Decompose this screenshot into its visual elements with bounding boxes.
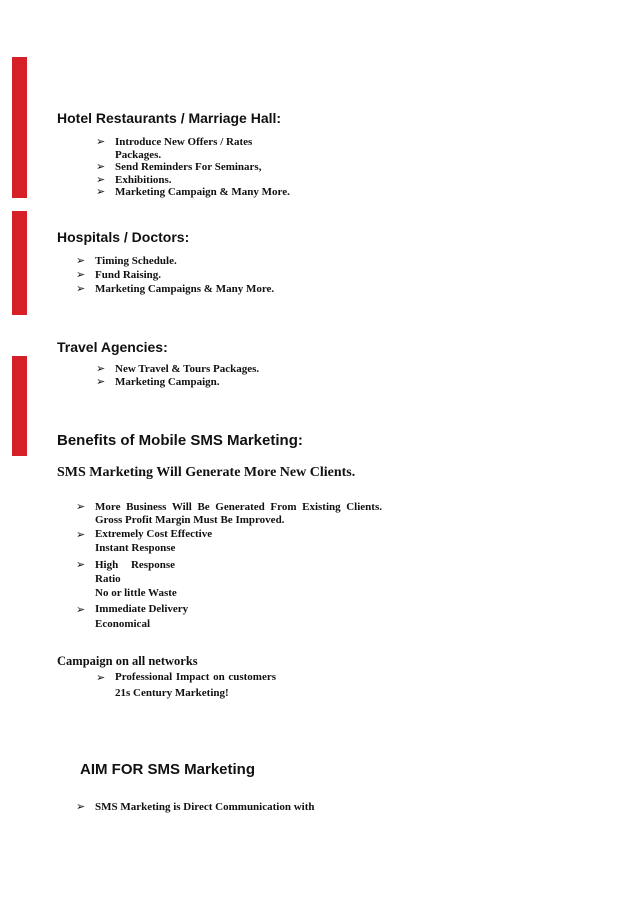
hospitals-list [76,254,376,296]
list-item: ➢ Immediate Delivery Economical [76,603,189,630]
list-item: ➢ More Business Will Be Generated From Existing Clients. Gross Profit Margin Must Be Improved. [76,500,382,526]
section-heading-travel: Travel Agencies: [57,339,168,355]
list-item: ➢ Introduce New Offers / Rates Packages. [96,135,253,161]
section-heading-hospitals: Hospitals / Doctors: [57,229,190,245]
arrowhead-bullet-icon: ➢ [76,528,86,541]
list-item: ➢ Marketing Campaign & Many More. [96,185,290,198]
benefits-list [76,501,382,632]
arrowhead-bullet-icon: ➢ [76,558,86,571]
arrowhead-bullet-icon: ➢ [76,268,86,281]
arrowhead-bullet-icon: ➢ [76,500,86,513]
benefits-subheading: SMS Marketing Will Generate More New Clients. [57,465,356,480]
list-item: ➢ Extremely Cost Effective Instant Response [76,528,213,554]
arrowhead-bullet-icon: ➢ [76,800,86,813]
list-item: ➢ Send Reminders For Seminars, [96,160,262,173]
hotel-list [96,136,296,199]
aim-list [76,801,396,814]
arrowhead-bullet-icon: ➢ [76,282,86,295]
list-item: ➢ SMS Marketing is Direct Communication with [76,800,315,813]
arrowhead-bullet-icon: ➢ [96,160,106,173]
list-item: ➢ Professional Impact on customers 21s Century Marketing! [96,671,276,699]
arrowhead-bullet-icon: ➢ [76,603,86,616]
list-item: ➢ Marketing Campaigns & Many More. [76,282,275,295]
arrowhead-bullet-icon: ➢ [76,254,86,267]
list-item: ➢ Exhibitions. [96,172,172,186]
travel-list [96,363,262,388]
red-accent-bar [12,57,27,198]
list-item: ➢ Timing Schedule. [76,254,177,267]
list-item: ➢ Marketing Campaign. [96,374,220,388]
section-heading-campaign: Campaign on all networks [57,654,198,668]
list-item: ➢ Fund Raising. [76,268,162,281]
arrowhead-bullet-icon: ➢ [96,185,106,198]
arrowhead-bullet-icon: ➢ [96,671,106,684]
red-accent-bar [12,356,27,456]
arrowhead-bullet-icon: ➢ [96,374,106,388]
list-item: ➢ New Travel & Tours Packages. [96,362,260,375]
red-accent-bar [12,211,27,315]
section-heading-aim: AIM FOR SMS Marketing [80,761,256,778]
list-item: ➢ High Response Ratio No or little Waste [76,558,177,599]
arrowhead-bullet-icon: ➢ [96,362,106,375]
section-heading-hotel: Hotel Restaurants / Marriage Hall: [57,110,282,126]
arrowhead-bullet-icon: ➢ [96,135,106,148]
campaign-list [96,670,276,701]
section-heading-benefits: Benefits of Mobile SMS Marketing: [57,432,303,449]
arrowhead-bullet-icon: ➢ [96,172,106,186]
